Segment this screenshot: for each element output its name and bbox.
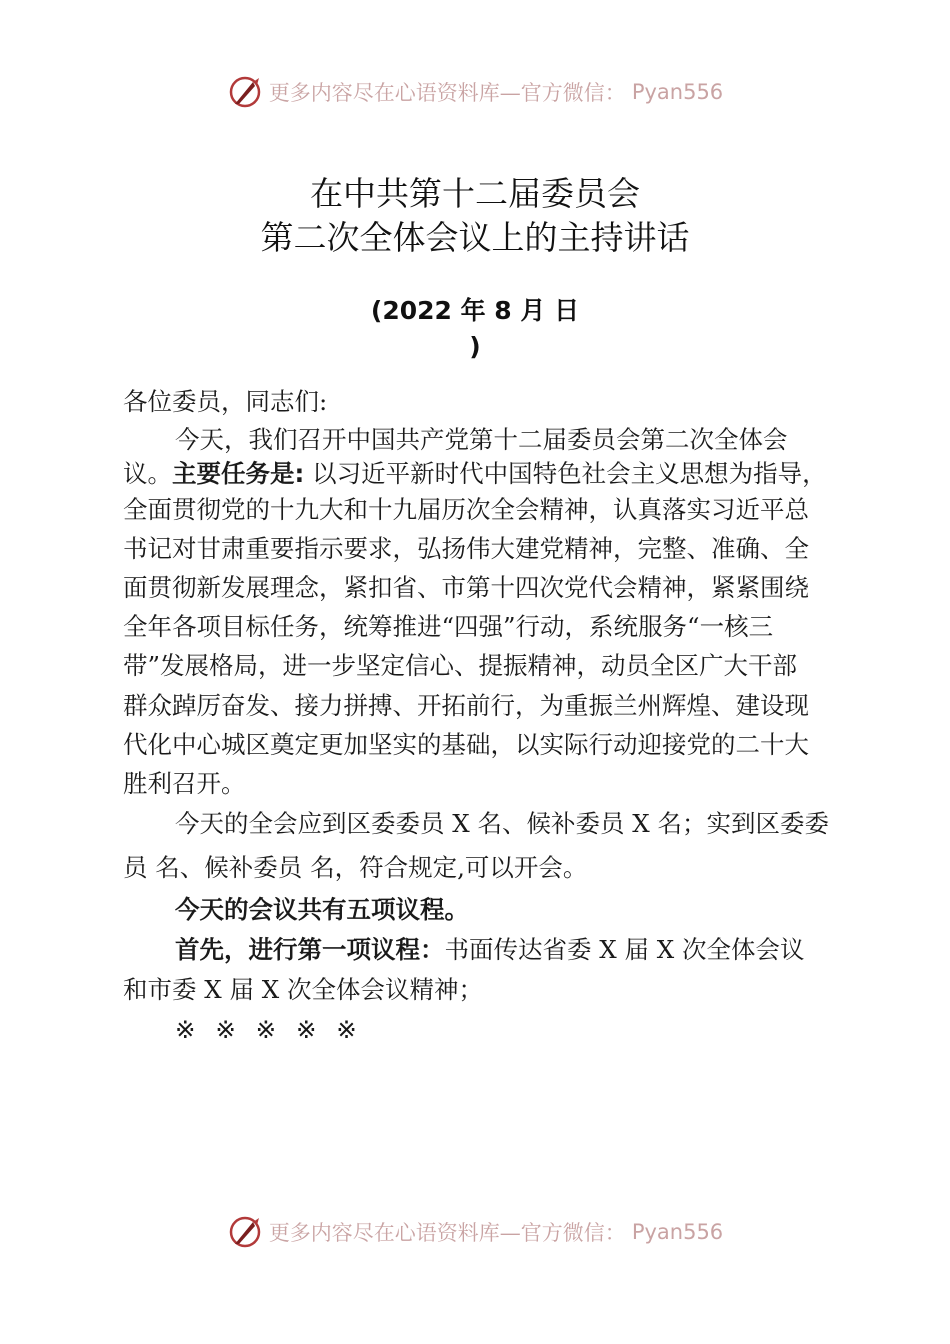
document-title-line-2: 第二次全体会议上的主持讲话 xyxy=(260,218,690,257)
document-title-line-1: 在中共第十二届委员会 xyxy=(310,174,640,213)
document-date-line-2: ) xyxy=(469,332,481,361)
paragraph-1-line: 胜利召开。 xyxy=(123,769,246,798)
text-segment: 议。 xyxy=(123,459,172,488)
text-segment: 以习近平新时代中国特色社会主义思想为指导， xyxy=(304,459,827,488)
banner-wechat-id: Pyan556 xyxy=(631,1220,724,1244)
banner-text: 更多内容尽在心语资料库—官方微信： xyxy=(268,81,626,105)
banner-text: 更多内容尽在心语资料库—官方微信： xyxy=(268,1221,626,1245)
paragraph-2-line: 今天的全会应到区委委员 X 名、候补委员 X 名；实到区委委 xyxy=(175,809,830,838)
paragraph-1-line: 书记对甘肃重要指示要求，弘扬伟大建党精神，完整、准确、全 xyxy=(123,534,809,563)
banner-wechat-id: Pyan556 xyxy=(631,80,724,104)
salutation: 各位委员，同志们: xyxy=(123,387,328,416)
footer-banner xyxy=(0,1212,950,1252)
agenda-item-1-label: 首先，进行第一项议程： xyxy=(175,935,445,964)
paragraph-1-line: 全面贯彻党的十九大和十九届历次全会精神，认真落实习近平总 xyxy=(123,495,809,524)
text-segment: 书面传达省委 X 届 X 次全体会议 xyxy=(444,935,805,964)
paragraph-1-line: 代化中心城区奠定更加坚实的基础，以实际行动迎接党的二十大 xyxy=(123,730,809,759)
agenda-item-1-line: 和市委 X 届 X 次全体会议精神； xyxy=(123,975,484,1004)
paragraph-1-line: 今天，我们召开中国共产党第十二届委员会第二次全体会 xyxy=(175,425,788,454)
quill-logo-icon xyxy=(227,74,263,110)
header-banner xyxy=(0,72,950,112)
paragraph-1-line xyxy=(123,456,827,492)
document-date-line-1: (2022 年 8 月 日 xyxy=(370,296,580,325)
paragraph-1-line: 带”发展格局，进一步坚定信心、提振精神，动员全区广大干部 xyxy=(123,651,798,680)
paragraph-1-line: 群众踔厉奋发、接力拼搏、开拓前行，为重振兰州辉煌、建设现 xyxy=(123,691,809,720)
agenda-count: 今天的会议共有五项议程。 xyxy=(175,895,469,924)
paragraph-2-line: 员 名、候补委员 名，符合规定,可以开会。 xyxy=(123,853,588,882)
quill-logo-icon xyxy=(227,1214,263,1250)
paragraph-1-line: 面贯彻新发展理念，紧扣省、市第十四次党代会精神，紧紧围绕 xyxy=(123,573,809,602)
paragraph-1-line: 全年各项目标任务，统筹推进“四强”行动，系统服务“一核三 xyxy=(123,612,774,641)
section-separator: ※ ※ ※ ※ ※ xyxy=(175,1015,363,1044)
agenda-item-1-line xyxy=(175,932,805,968)
main-task-label: 主要任务是: xyxy=(172,459,305,488)
